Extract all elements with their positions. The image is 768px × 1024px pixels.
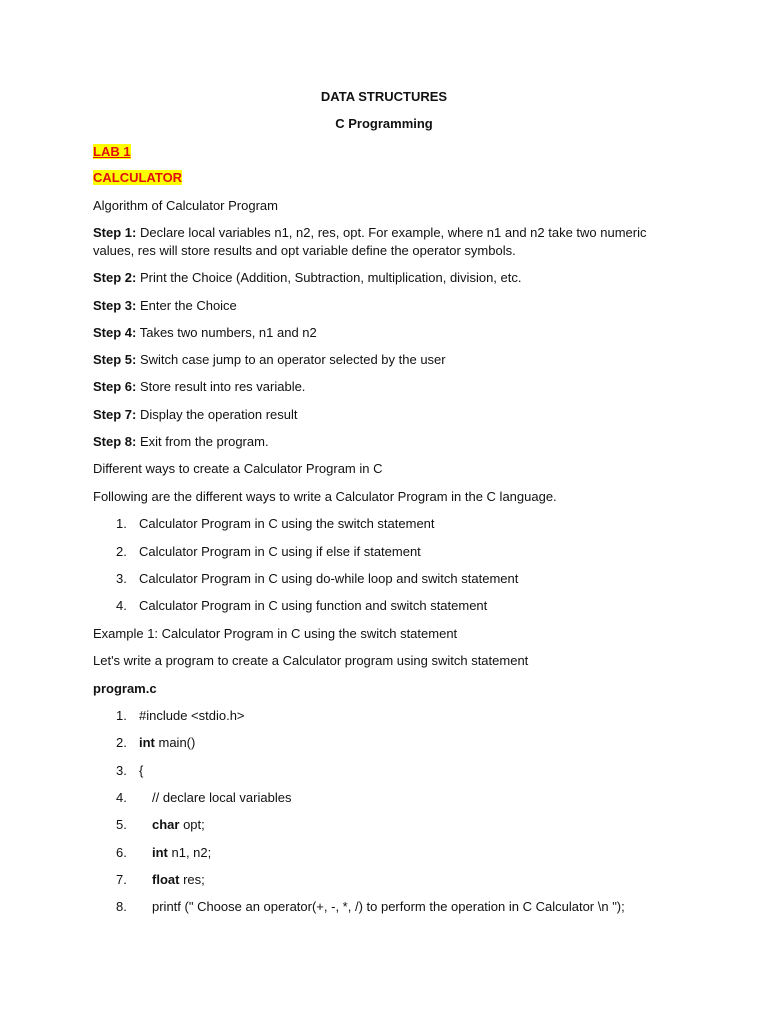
code-line-number: 2. [116, 735, 127, 750]
code-line-number: 1. [116, 708, 127, 723]
step-text: Takes two numbers, n1 and n2 [136, 325, 317, 340]
step-label: Step 6: [93, 379, 137, 394]
code-line-number: 4. [116, 790, 127, 805]
doc-title: DATA STRUCTURES [320, 89, 448, 104]
code-text: n1, n2; [167, 845, 212, 860]
step-text: Declare local variables n1, n2, res, opt. For example, where n1 and n2 take two numeric [136, 225, 647, 240]
lab-label: LAB 1 [93, 144, 131, 159]
code-line [152, 898, 625, 915]
topic-label: CALCULATOR [93, 170, 183, 185]
code-line [139, 707, 245, 724]
step-4 [93, 324, 317, 341]
code-text: #include <stdio.h> [139, 708, 245, 723]
code-line-number: 8. [116, 899, 127, 914]
example-heading: Example 1: Calculator Program in C using the switch statement [93, 626, 458, 641]
example-intro: Let's write a program to create a Calculator program using switch statement [93, 653, 529, 668]
code-filename: program.c [93, 681, 157, 696]
list-number: 3. [116, 571, 127, 586]
step-label: Step 4: [93, 325, 137, 340]
code-text: // declare local variables [152, 790, 292, 805]
code-keyword: int [139, 735, 155, 750]
code-line [152, 789, 291, 806]
list-item: Calculator Program in C using the switch statement [139, 516, 435, 531]
code-text: opt; [179, 817, 205, 832]
ways-heading: Different ways to create a Calculator Program in C [93, 461, 383, 476]
step-text: Switch case jump to an operator selected by the user [136, 352, 446, 367]
code-text: res; [179, 872, 205, 887]
code-line [152, 816, 205, 833]
step-label: Step 1: [93, 225, 137, 240]
step-text: Print the Choice (Addition, Subtraction, multiplication, division, etc. [136, 270, 522, 285]
code-text: printf (" Choose an operator(+, -, *, /) to perform the operation in C Calculator \n "); [152, 899, 625, 914]
step-text: Enter the Choice [136, 298, 237, 313]
step-text: Exit from the program. [136, 434, 269, 449]
code-text: { [139, 763, 144, 778]
step-7 [93, 406, 298, 423]
step-label: Step 8: [93, 434, 137, 449]
step-label: Step 5: [93, 352, 137, 367]
code-line [139, 762, 143, 779]
step-label: Step 2: [93, 270, 137, 285]
code-text: main() [154, 735, 196, 750]
topic-heading [93, 169, 182, 186]
algorithm-heading: Algorithm of Calculator Program [93, 198, 278, 213]
list-number: 2. [116, 544, 127, 559]
step-2 [93, 269, 521, 286]
step-label: Step 7: [93, 407, 137, 422]
list-item: Calculator Program in C using do-while loop and switch statement [139, 571, 519, 586]
list-number: 4. [116, 598, 127, 613]
step-label: Step 3: [93, 298, 137, 313]
list-number: 1. [116, 516, 127, 531]
code-keyword: int [152, 845, 168, 860]
list-item: Calculator Program in C using function and switch statement [139, 598, 488, 613]
step-5 [93, 351, 446, 368]
step-1 [93, 224, 647, 241]
step-3 [93, 297, 237, 314]
ways-intro: Following are the different ways to write a Calculator Program in the C language. [93, 489, 557, 504]
code-line-number: 5. [116, 817, 127, 832]
doc-subtitle: C Programming [335, 116, 433, 131]
code-keyword: char [152, 817, 180, 832]
list-item: Calculator Program in C using if else if statement [139, 544, 421, 559]
step-6 [93, 378, 305, 395]
code-line [152, 871, 205, 888]
code-line-number: 3. [116, 763, 127, 778]
step-8 [93, 433, 269, 450]
step-text: Display the operation result [136, 407, 298, 422]
step-1-continuation: values, res will store results and opt variable define the operator symbols. [93, 243, 516, 258]
step-text: Store result into res variable. [136, 379, 306, 394]
code-line [152, 844, 211, 861]
code-line [139, 734, 195, 751]
code-keyword: float [152, 872, 180, 887]
code-line-number: 7. [116, 872, 127, 887]
lab-heading [93, 143, 131, 160]
code-line-number: 6. [116, 845, 127, 860]
